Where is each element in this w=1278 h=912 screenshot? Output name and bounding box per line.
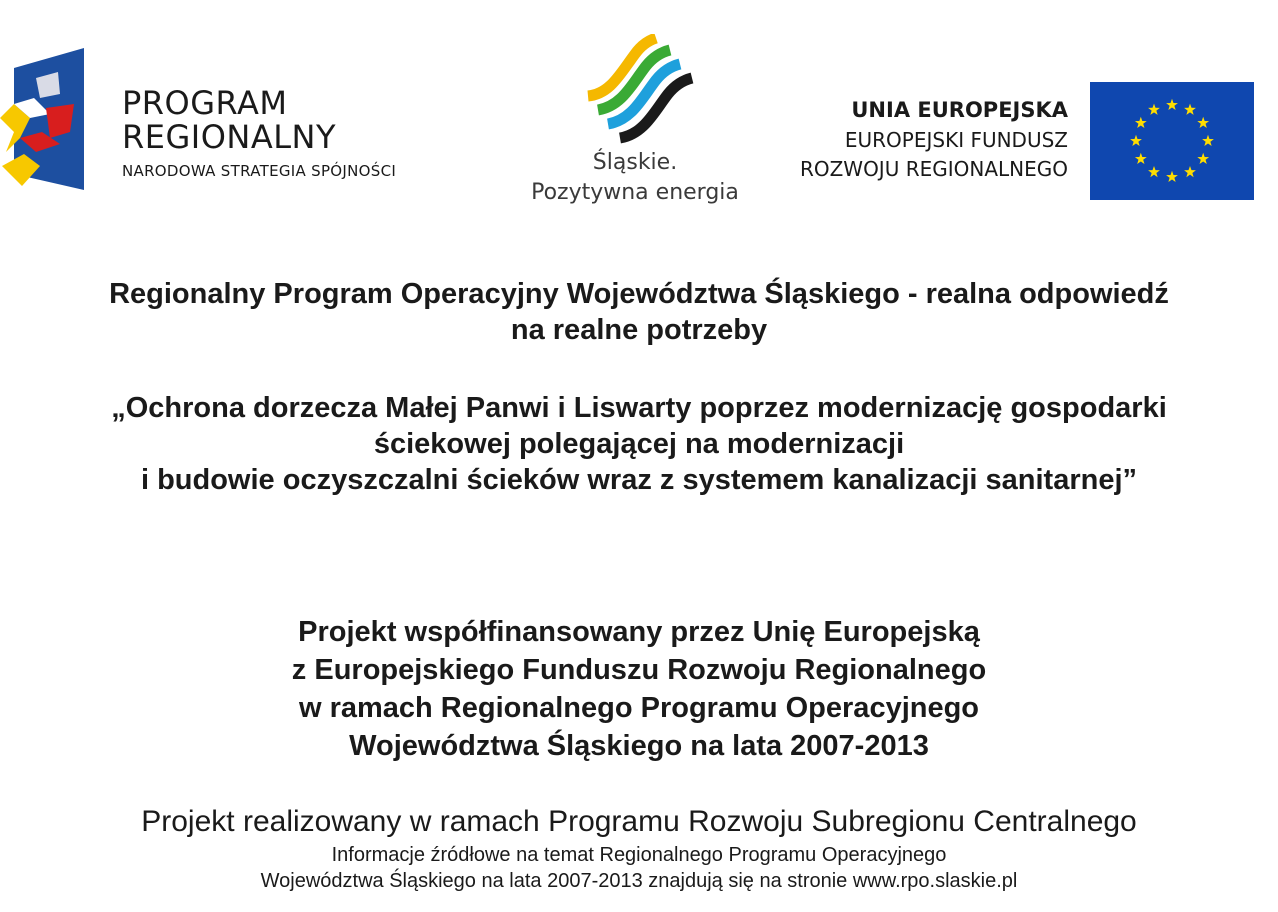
slaskie-waves-logo-icon bbox=[580, 34, 695, 144]
project-title-line3: i budowie oczyszczalni ścieków wraz z systemem kanalizacji sanitarnej” bbox=[140, 464, 1138, 496]
program-title-line1: Regionalny Program Operacyjny Województwa Śląskiego - realna odpowiedź bbox=[109, 278, 1169, 310]
program-regionalny-line1: PROGRAM bbox=[122, 84, 288, 122]
slaskie-tagline: Pozytywna energia bbox=[531, 180, 739, 205]
funding-line4: Województwa Śląskiego na lata 2007-2013 bbox=[349, 730, 929, 762]
slaskie-name: Śląskie. bbox=[592, 150, 678, 175]
info-line1: Informacje źródłowe na temat Regionalnego Programu Operacyjnego bbox=[331, 844, 947, 866]
program-regionalny-subtitle: NARODOWA STRATEGIA SPÓJNOŚCI bbox=[122, 162, 397, 180]
program-title-line2: na realne potrzeby bbox=[510, 314, 768, 346]
project-title-line2: ściekowej polegającej na modernizacji bbox=[373, 428, 905, 460]
program-regionalny-line2: REGIONALNY bbox=[122, 118, 337, 156]
funding-line2: z Europejskiego Funduszu Rozwoju Regionalnego bbox=[291, 654, 987, 686]
eu-fund-line1: EUROPEJSKI FUNDUSZ bbox=[844, 128, 1068, 152]
program-regionalny-logo-icon bbox=[0, 48, 90, 193]
eu-title: UNIA EUROPEJSKA bbox=[851, 98, 1068, 122]
funding-line3: w ramach Regionalnego Programu Operacyjnego bbox=[298, 692, 980, 724]
info-line2: Województwa Śląskiego na lata 2007-2013 znajdują się na stronie www.rpo.slaskie.pl bbox=[260, 870, 1018, 892]
funding-line1: Projekt współfinansowany przez Unię Europejską bbox=[298, 616, 980, 648]
subregion-note: Projekt realizowany w ramach Programu Rozwoju Subregionu Centralnego bbox=[141, 805, 1137, 838]
eu-fund-line2: ROZWOJU REGIONALNEGO bbox=[799, 157, 1068, 181]
project-title-line1: „Ochrona dorzecza Małej Panwi i Liswarty poprzez modernizację gospodarki bbox=[111, 392, 1167, 424]
eu-flag-icon bbox=[1090, 82, 1254, 200]
